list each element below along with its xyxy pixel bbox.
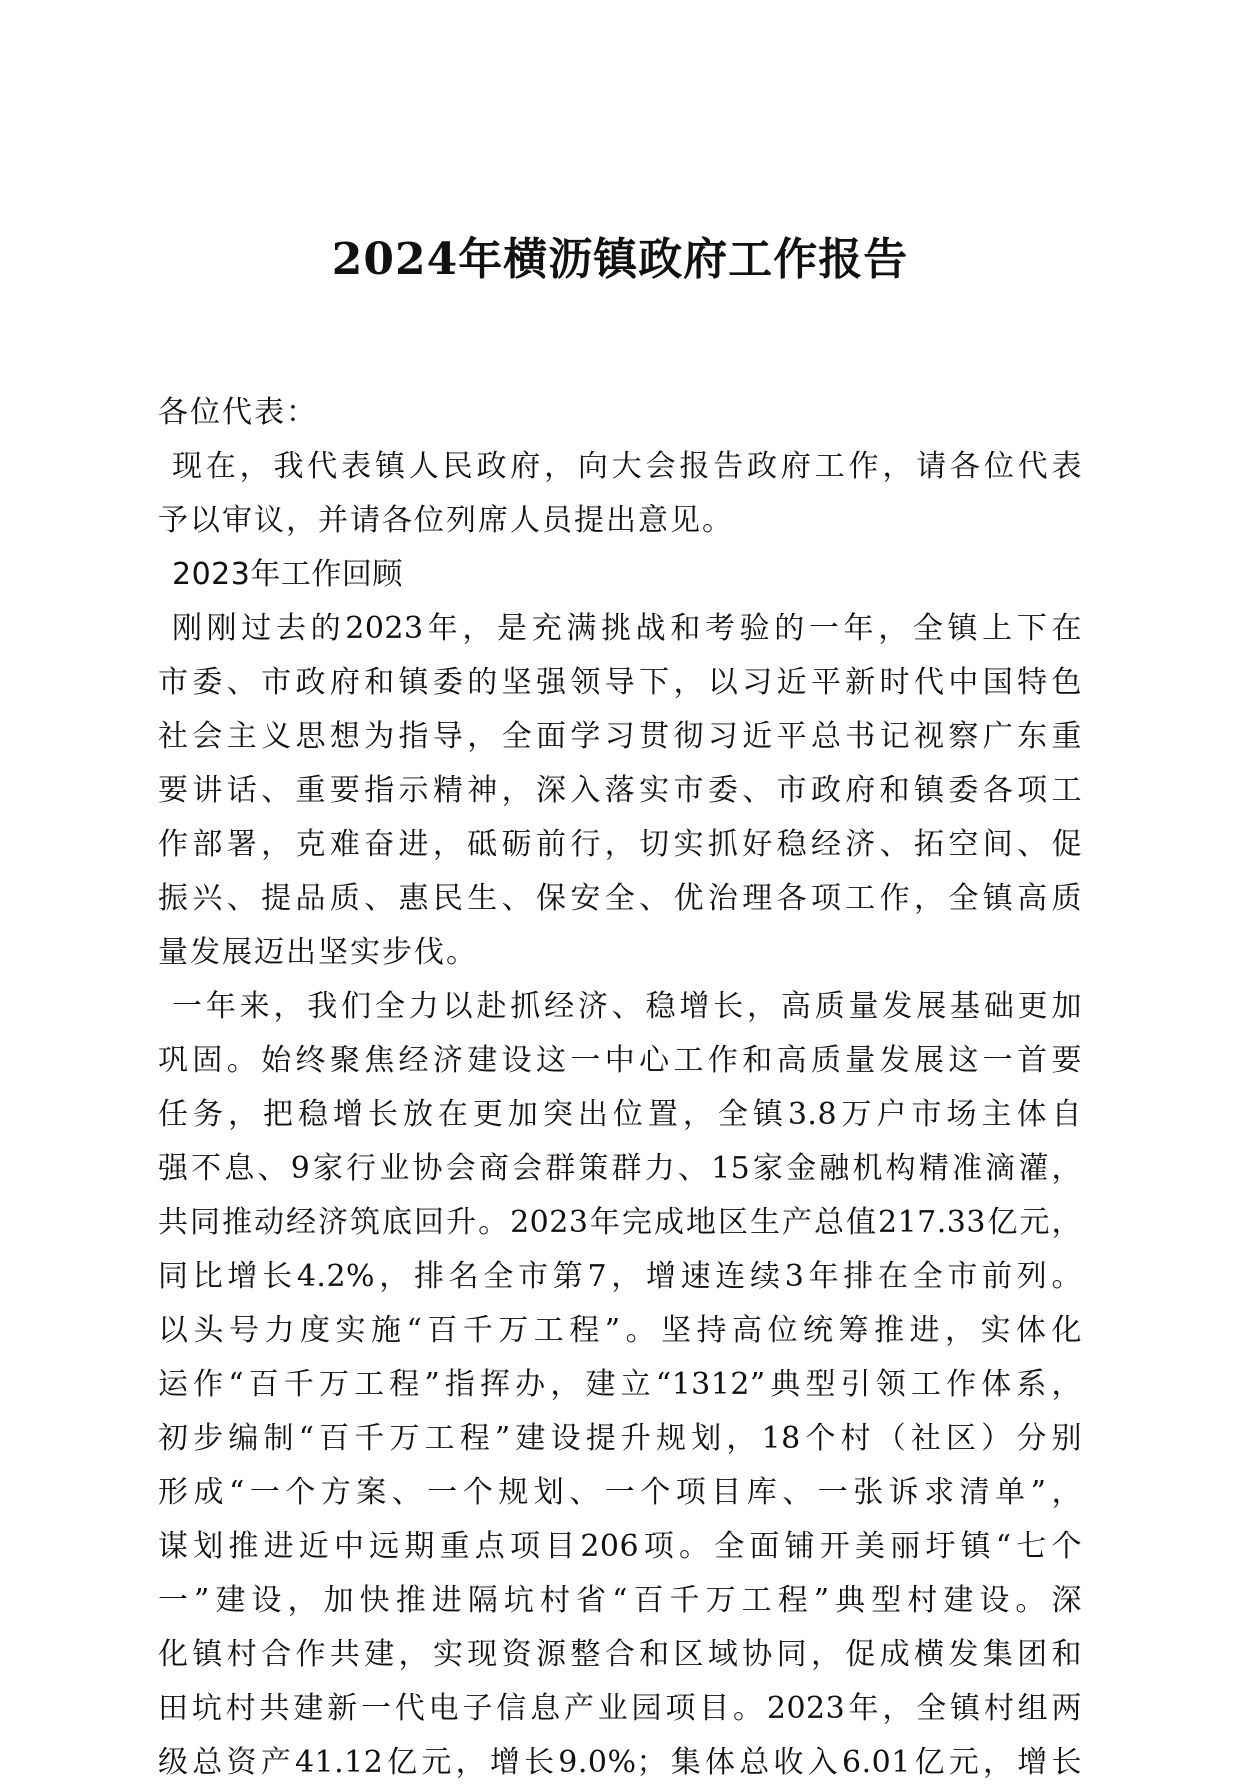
document-title: 2024年横沥镇政府工作报告 bbox=[331, 234, 909, 285]
body-line: 共同推动经济筑底回升。2023年完成地区生产总值217.33亿元， bbox=[158, 1205, 1082, 1240]
body-line: 化镇村合作共建，实现资源整合和区域协同，促成横发集团和 bbox=[158, 1637, 1082, 1672]
body-line: 初步编制“百千万工程”建设提升规划，18个村（社区）分别 bbox=[158, 1421, 1082, 1456]
body-line: 量发展迈出坚实步伐。 bbox=[158, 935, 478, 970]
body-line: 现在，我代表镇人民政府，向大会报告政府工作，请各位代表 bbox=[172, 449, 1082, 484]
body-line: 振兴、提品质、惠民生、保安全、优治理各项工作，全镇高质 bbox=[158, 881, 1082, 916]
body-line: 任务，把稳增长放在更加突出位置，全镇3.8万户市场主体自 bbox=[158, 1097, 1082, 1132]
body-line: 运作“百千万工程”指挥办，建立“1312”典型引领工作体系， bbox=[158, 1367, 1082, 1402]
body-line: 社会主义思想为指导，全面学习贯彻习近平总书记视察广东重 bbox=[158, 719, 1082, 754]
body-line: 作部署，克难奋进，砥砺前行，切实抓好稳经济、拓空间、促 bbox=[158, 827, 1082, 862]
body-line: 予以审议，并请各位列席人员提出意见。 bbox=[158, 503, 734, 538]
body-line: 巩固。始终聚焦经济建设这一中心工作和高质量发展这一首要 bbox=[158, 1043, 1082, 1078]
body-line: 刚刚过去的2023年，是充满挑战和考验的一年，全镇上下在 bbox=[172, 611, 1082, 646]
body-line: 同比增长4.2%，排名全市第7，增速连续3年排在全市前列。 bbox=[158, 1259, 1082, 1294]
body-line: 各位代表： bbox=[158, 395, 318, 430]
body-line: 强不息、9家行业协会商会群策群力、15家金融机构精准滴灌， bbox=[158, 1151, 1082, 1186]
body-line: 一年来，我们全力以赴抓经济、稳增长，高质量发展基础更加 bbox=[172, 989, 1082, 1024]
body-line: 级总资产41.12亿元，增长9.0%；集体总收入6.01亿元，增长 bbox=[158, 1745, 1082, 1780]
body-line: 形成“一个方案、一个规划、一个项目库、一张诉求清单”， bbox=[158, 1475, 1082, 1510]
section-heading: 2023年工作回顾 bbox=[172, 557, 403, 592]
body-line: 以头号力度实施“百千万工程”。坚持高位统筹推进，实体化 bbox=[158, 1313, 1082, 1348]
body-line: 田坑村共建新一代电子信息产业园项目。2023年，全镇村组两 bbox=[158, 1691, 1082, 1726]
body-line: 一”建设，加快推进隔坑村省“百千万工程”典型村建设。深 bbox=[158, 1583, 1082, 1618]
body-line: 要讲话、重要指示精神，深入落实市委、市政府和镇委各项工 bbox=[158, 773, 1082, 808]
body-line: 市委、市政府和镇委的坚强领导下，以习近平新时代中国特色 bbox=[158, 665, 1082, 700]
body-line: 谋划推进近中远期重点项目206项。全面铺开美丽圩镇“七个 bbox=[158, 1529, 1082, 1564]
document-body bbox=[158, 386, 1082, 1790]
